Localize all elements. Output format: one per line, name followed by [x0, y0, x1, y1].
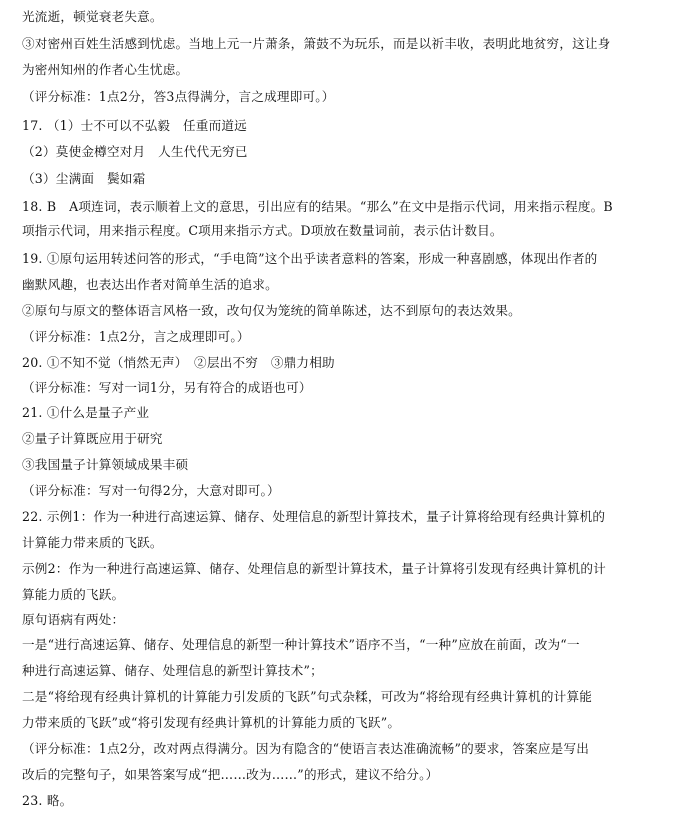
grading-note: （评分标准：写对一句得2分，大意对即可。）	[22, 483, 280, 498]
text-line: 光流逝，顿觉衰老失意。	[22, 9, 163, 24]
text-line: 幽默风趣，也表达出作者对简单生活的追求。	[22, 277, 278, 292]
text-line: 为密州知州的作者心生忧虑。	[22, 62, 189, 77]
text-line: 改后的完整句子，如果答案写成“把……改为……”的形式，建议不给分。）	[22, 767, 439, 782]
question-22: 22. 示例1：作为一种进行高速运算、储存、处理信息的新型计算技术，量子计算将给现有经典计算机的	[22, 509, 606, 524]
question-19: 19. ①原句运用转述问答的形式，“手电筒”这个出乎读者意料的答案，形成一种喜剧感，体现出作者的	[22, 251, 598, 266]
question-18: 18. B A项连词，表示顺着上文的意思，引出应有的结果。“那么”在文中是指示代词，用来指示程度。B	[22, 199, 613, 214]
text-line: 原句语病有两处：	[22, 612, 125, 627]
text-line: （2）莫使金樽空对月 人生代代无穷已	[22, 144, 248, 159]
text-line: ③我国量子计算领域成果丰硕	[22, 457, 189, 472]
text-line: ③对密州百姓生活感到忧虑。当地上元一片萧条，箫鼓不为玩乐，而是以祈丰收，表明此地贫穷，这让身	[22, 36, 611, 51]
text-line: 力带来质的飞跃”或“将引发现有经典计算机的计算能力质的飞跃”。	[22, 715, 401, 730]
question-20: 20. ①不知不觉（悄然无声） ②层出不穷 ③鼎力相助	[22, 355, 335, 370]
question-21: 21. ①什么是量子产业	[22, 405, 150, 420]
text-line: 一是“进行高速运算、储存、处理信息的新型一种计算技术”语序不当，“一种”应放在前面，改为“一	[22, 637, 580, 652]
grading-note: （评分标准：写对一词1分，另有符合的成语也可）	[22, 380, 312, 395]
text-line: 种进行高速运算、储存、处理信息的新型计算技术”；	[22, 663, 323, 678]
grading-note: （评分标准：1点2分，言之成理即可。）	[22, 329, 250, 344]
text-line: 示例2：作为一种进行高速运算、储存、处理信息的新型计算技术，量子计算将引发现有经典计算机的计	[22, 561, 606, 576]
grading-note: （评分标准：1点2分，改对两点得满分。因为有隐含的“使语言表达准确流畅”的要求，答案应是写出	[22, 741, 590, 756]
grading-note: （评分标准：1点2分，答3点得满分，言之成理即可。）	[22, 89, 335, 104]
text-line: ②量子计算既应用于研究	[22, 431, 163, 446]
text-line: ②原句与原文的整体语言风格一致，改句仅为笼统的简单陈述，达不到原句的表达效果。	[22, 303, 521, 318]
text-line: 二是“将给现有经典计算机的计算能力引发质的飞跃”句式杂糅，可改为“将给现有经典计算机的计算能	[22, 689, 593, 704]
text-line: 计算能力带来质的飞跃。	[22, 535, 163, 550]
question-23: 23. 略。	[22, 793, 73, 808]
text-line: （3）尘满面 鬓如霜	[22, 171, 146, 186]
text-line: 算能力质的飞跃。	[22, 587, 125, 602]
question-17: 17. （1）士不可以不弘毅 任重而道远	[22, 118, 247, 133]
text-line: 项指示代词，用来指示程度。C项用来指示方式。D项放在数量词前，表示估计数目。	[22, 223, 503, 238]
